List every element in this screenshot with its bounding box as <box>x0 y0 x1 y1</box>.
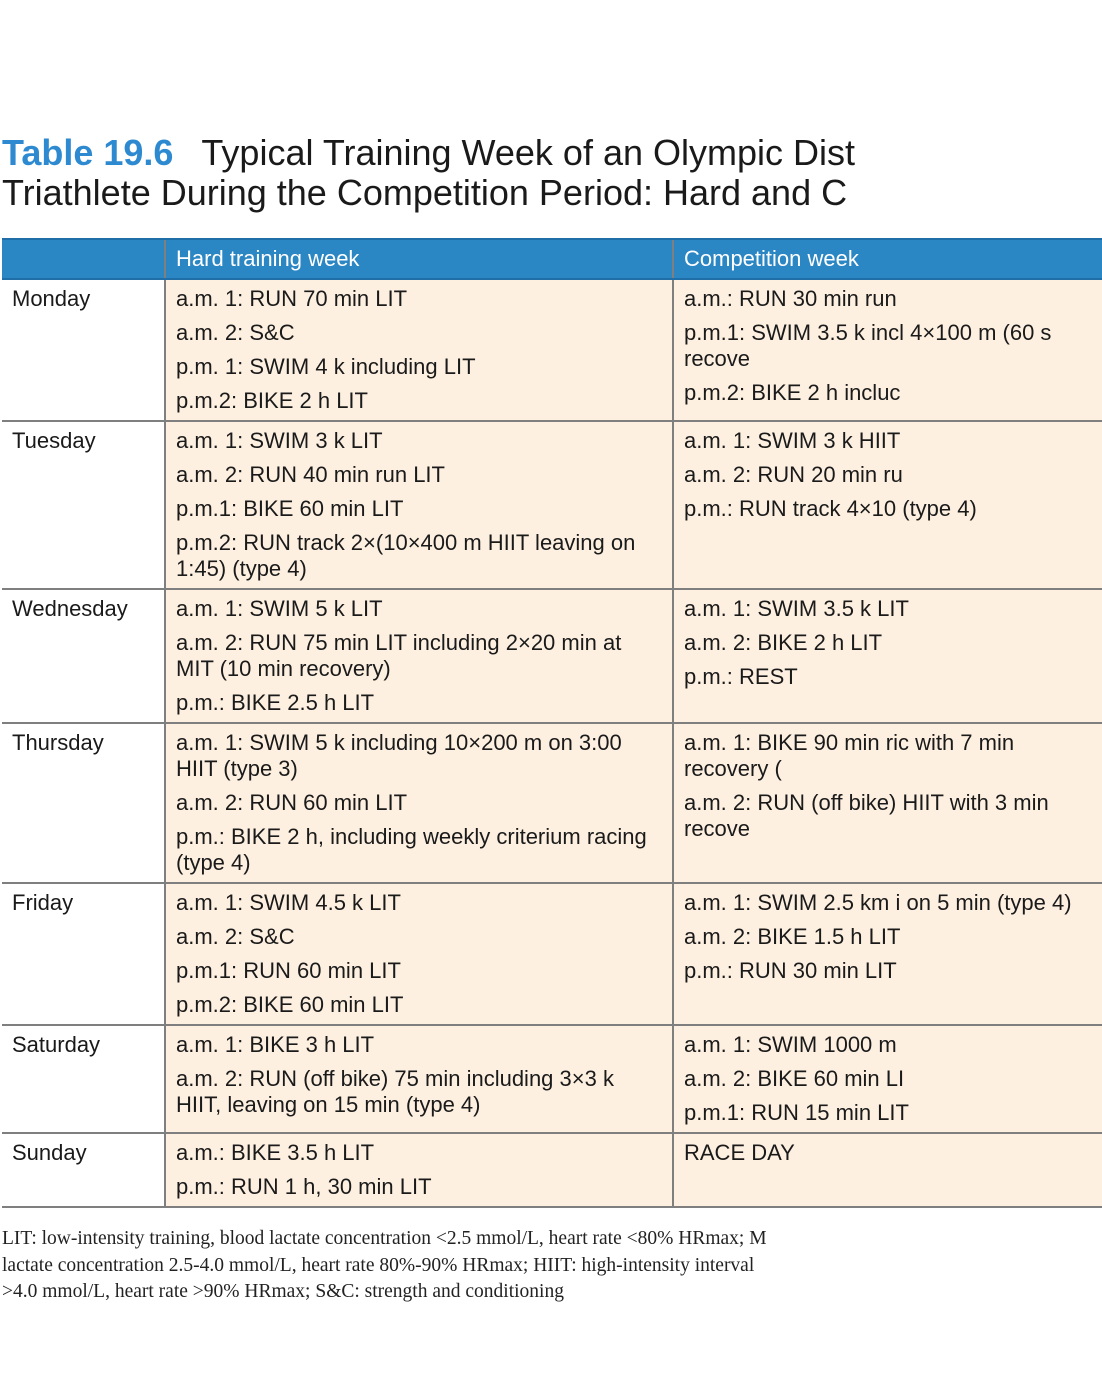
table-footnote <box>2 1226 910 1306</box>
session-entry: a.m.: RUN 30 min run <box>684 286 897 311</box>
header-row <box>2 239 1102 279</box>
table-row <box>2 1025 1102 1133</box>
title-text-line-1: Typical Training Week of an Olympic Dist <box>201 132 855 173</box>
session-entry: p.m.: RUN 30 min LIT <box>684 958 897 983</box>
day-cell: Wednesday <box>2 589 165 723</box>
hard-week-cell <box>165 589 673 723</box>
session-entry: a.m. 1: SWIM 1000 m <box>684 1032 897 1057</box>
table-number: Table 19.6 <box>2 132 174 173</box>
session-entry: RACE DAY <box>684 1140 795 1165</box>
training-table <box>2 238 1102 1208</box>
session-entry: a.m. 1: SWIM 3 k HIIT <box>684 428 901 453</box>
session-entry: a.m. 1: SWIM 5 k including 10×200 m on 3:00 HIIT (type 3) <box>176 730 622 781</box>
hard-week-cell <box>165 723 673 883</box>
session-entry: a.m. 2: RUN 75 min LIT including 2×20 min at MIT (10 min recovery) <box>176 630 622 681</box>
session-entry: p.m. 1: SWIM 4 k including LIT <box>176 354 476 379</box>
day-cell: Monday <box>2 279 165 421</box>
session-entry: a.m. 2: RUN 40 min run LIT <box>176 462 445 487</box>
session-entry: a.m. 1: RUN 70 min LIT <box>176 286 408 311</box>
table-row <box>2 421 1102 589</box>
session-entry: p.m.2: BIKE 60 min LIT <box>176 992 404 1017</box>
session-entry: a.m. 2: S&C <box>176 924 295 949</box>
competition-week-cell <box>673 883 1102 1025</box>
session-entry: a.m. 1: SWIM 3.5 k LIT <box>684 596 909 621</box>
session-entry: a.m. 2: RUN (off bike) HIIT with 3 min recove <box>684 790 1049 841</box>
table-body <box>2 279 1102 1207</box>
day-cell: Sunday <box>2 1133 165 1207</box>
footnote-line-2: lactate concentration 2.5-4.0 mmol/L, heart rate 80%-90% HRmax; HIIT: high-intensity interval <box>2 1254 755 1276</box>
session-entry: a.m. 1: SWIM 5 k LIT <box>176 596 383 621</box>
table-header <box>2 239 1102 279</box>
footnote-line-1: LIT: low-intensity training, blood lactate concentration <2.5 mmol/L, heart rate <80% HRmax; M <box>2 1228 767 1249</box>
competition-week-cell <box>673 723 1102 883</box>
header-competition-week: Competition week <box>673 239 1102 279</box>
table-row <box>2 723 1102 883</box>
session-entry: a.m. 2: BIKE 1.5 h LIT <box>684 924 901 949</box>
session-entry: a.m. 2: BIKE 2 h LIT <box>684 630 883 655</box>
hard-week-cell <box>165 883 673 1025</box>
competition-week-cell <box>673 1133 1102 1207</box>
hard-week-cell <box>165 1025 673 1133</box>
header-hard-training-week: Hard training week <box>165 239 673 279</box>
competition-week-cell <box>673 1025 1102 1133</box>
title-text-line-2: Triathlete During the Competition Period: Hard and C <box>2 172 848 213</box>
session-entry: a.m. 2: RUN 60 min LIT <box>176 790 408 815</box>
training-table-container <box>2 238 1072 1208</box>
session-entry: p.m.2: BIKE 2 h LIT <box>176 388 368 413</box>
day-cell: Thursday <box>2 723 165 883</box>
session-entry: p.m.: RUN 1 h, 30 min LIT <box>176 1174 432 1199</box>
session-entry: a.m. 1: SWIM 3 k LIT <box>176 428 383 453</box>
footnote-line-3: >4.0 mmol/L, heart rate >90% HRmax; S&C: strength and conditioning <box>2 1281 564 1302</box>
session-entry: p.m.2: RUN track 2×(10×400 m HIIT leaving on 1:45) (type 4) <box>176 530 636 581</box>
table-row <box>2 1133 1102 1207</box>
session-entry: p.m.: BIKE 2 h, including weekly criterium racing (type 4) <box>176 824 647 875</box>
competition-week-cell <box>673 279 1102 421</box>
day-cell: Friday <box>2 883 165 1025</box>
hard-week-cell <box>165 279 673 421</box>
session-entry: a.m. 2: S&C <box>176 320 295 345</box>
table-title <box>2 133 910 213</box>
table-row <box>2 589 1102 723</box>
session-entry: a.m. 2: RUN (off bike) 75 min including 3×3 k HIIT, leaving on 15 min (type 4) <box>176 1066 614 1117</box>
competition-week-cell <box>673 421 1102 589</box>
session-entry: p.m.: BIKE 2.5 h LIT <box>176 690 375 715</box>
session-entry: a.m. 2: BIKE 60 min LI <box>684 1066 905 1091</box>
session-entry: a.m. 1: SWIM 4.5 k LIT <box>176 890 401 915</box>
session-entry: p.m.1: BIKE 60 min LIT <box>176 496 404 521</box>
session-entry: a.m. 2: RUN 20 min ru <box>684 462 903 487</box>
title-line-1 <box>2 133 910 173</box>
day-cell: Tuesday <box>2 421 165 589</box>
hard-week-cell <box>165 421 673 589</box>
day-cell: Saturday <box>2 1025 165 1133</box>
table-row <box>2 883 1102 1025</box>
table-row <box>2 279 1102 421</box>
session-entry: a.m. 1: SWIM 2.5 km i on 5 min (type 4) <box>684 890 1072 915</box>
session-entry: p.m.2: BIKE 2 h incluc <box>684 380 901 405</box>
session-entry: p.m.1: RUN 60 min LIT <box>176 958 401 983</box>
session-entry: p.m.: RUN track 4×10 (type 4) <box>684 496 977 521</box>
header-day <box>2 239 165 279</box>
session-entry: a.m. 1: BIKE 3 h LIT <box>176 1032 375 1057</box>
session-entry: a.m. 1: BIKE 90 min ric with 7 min recovery ( <box>684 730 1015 781</box>
competition-week-cell <box>673 589 1102 723</box>
hard-week-cell <box>165 1133 673 1207</box>
session-entry: p.m.1: SWIM 3.5 k incl 4×100 m (60 s recove <box>684 320 1052 371</box>
session-entry: p.m.1: RUN 15 min LIT <box>684 1100 909 1125</box>
session-entry: p.m.: REST <box>684 664 798 689</box>
session-entry: a.m.: BIKE 3.5 h LIT <box>176 1140 375 1165</box>
